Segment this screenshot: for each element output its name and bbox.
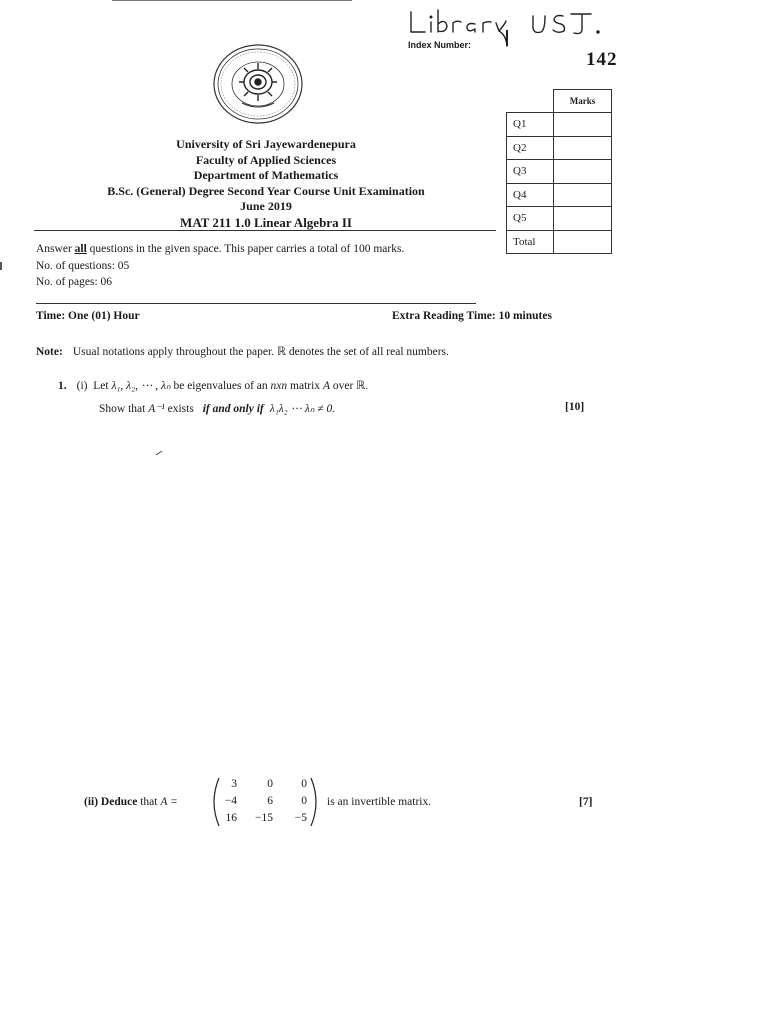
instructions: [36, 241, 404, 291]
num-questions: No. of questions: 05: [36, 259, 130, 272]
iff-emphasis: if and only if: [202, 403, 264, 415]
marks-row-label: Q2: [507, 136, 554, 160]
table-row: [507, 207, 612, 231]
university-seal-icon: [212, 43, 304, 125]
marks-row-label: Q3: [507, 160, 554, 184]
table-row: [507, 136, 612, 160]
matrix-A: [209, 776, 321, 828]
matrix-cell: −4: [224, 795, 237, 807]
exam-date: June 2019: [240, 199, 292, 214]
index-number-tick: [506, 30, 508, 46]
faculty-name: Faculty of Applied Sciences: [195, 152, 337, 167]
matrix-cell: 6: [267, 795, 273, 807]
page-number: 142: [586, 49, 618, 70]
question-1-part-i-statement: Show that A⁻¹ exists if and only if λ₁λ₂ ⋯ λₙ ≠ 0.: [99, 403, 336, 415]
extra-reading-time: Extra Reading Time: 10 minutes: [392, 310, 552, 322]
matrix-cell: 0: [301, 795, 307, 807]
num-pages: No. of pages: 06: [36, 276, 113, 288]
answer-instruction: Answer all questions in the given space. This paper carries a total of 100 marks.: [36, 243, 405, 255]
note-text: Usual notations apply throughout the paper. ℝ denotes the set of all real numbers.: [72, 346, 449, 358]
marks-row-label: Q4: [507, 183, 554, 207]
exam-header: [40, 137, 492, 231]
note: [36, 344, 449, 358]
marks-row-value: [554, 183, 612, 207]
question-1-part-ii: (ii) Deduce that A =: [84, 796, 178, 808]
university-name: University of Sri Jayewardenepura: [176, 137, 356, 151]
matrix-cell: −5: [294, 812, 307, 824]
index-number-label: Index Number:: [408, 40, 472, 50]
table-row: [507, 230, 612, 254]
course-title: MAT 211 1.0 Linear Algebra II: [180, 214, 352, 230]
margin-mark: [0, 262, 2, 270]
table-row: [507, 113, 612, 137]
matrix-cell: 3: [231, 778, 237, 790]
table-row: [507, 183, 612, 207]
header-rule: [34, 230, 496, 231]
note-label: Note:: [36, 346, 63, 358]
marks-row-label: Total: [507, 230, 554, 254]
matrix-cell: 16: [225, 812, 237, 824]
department-name: Department of Mathematics: [193, 168, 339, 183]
marks-row-value: [554, 113, 612, 137]
marks-allocation: [7]: [579, 796, 593, 808]
question-1-part-i: 1. (i) Let λ₁, λ₂, ⋯ , λₙ be eigenvalues of an nxn matrix A over ℝ.: [58, 380, 369, 392]
exam-time: Time: One (01) Hour: [36, 310, 140, 322]
marks-row-value: [554, 207, 612, 231]
matrix-cell: −15: [255, 812, 273, 824]
marks-row-value: [554, 136, 612, 160]
instructions-rule: [36, 303, 476, 304]
question-1-part-ii-tail: is an invertible matrix.: [327, 796, 432, 808]
marks-allocation: [10]: [565, 401, 585, 413]
top-rule: [112, 0, 352, 1]
marks-table-header-row: [507, 90, 612, 113]
matrix-cell: 0: [267, 778, 273, 790]
marks-table: [506, 89, 612, 254]
emphasis-all: all: [74, 243, 87, 255]
question-number: 1.: [58, 380, 67, 392]
marks-row-label: Q5: [507, 207, 554, 231]
marks-row-value: [554, 230, 612, 254]
marks-row-label: Q1: [507, 113, 554, 137]
stray-pen-mark: [155, 450, 163, 456]
marks-row-value: [554, 160, 612, 184]
exam-title: B.Sc. (General) Degree Second Year Course Unit Examination: [107, 183, 425, 198]
matrix-cell: 0: [301, 778, 307, 790]
marks-header: Marks: [554, 90, 612, 113]
table-row: [507, 160, 612, 184]
